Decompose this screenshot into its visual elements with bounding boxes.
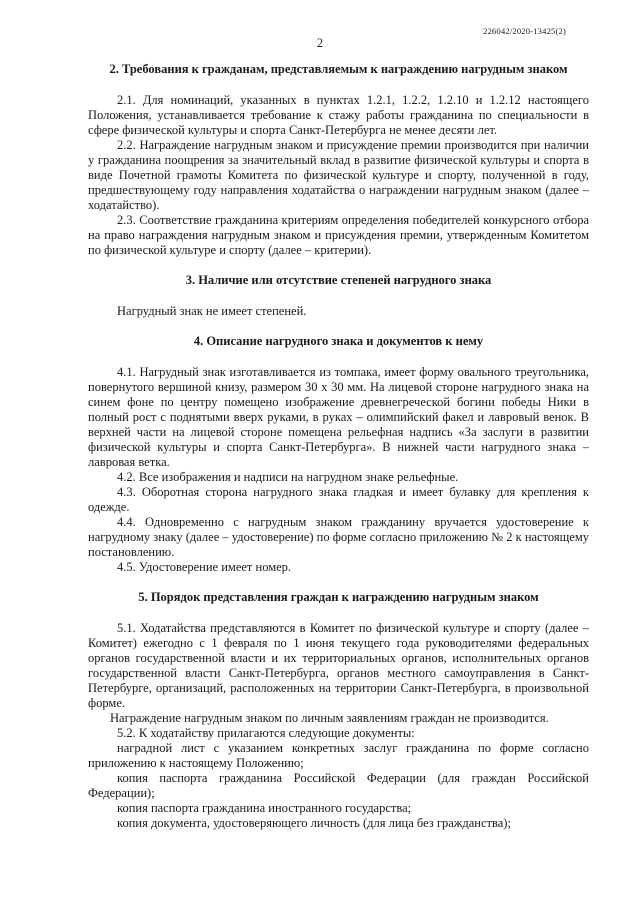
- paragraph-5-2-item-3: копия паспорта гражданина иностранного государства;: [117, 801, 412, 815]
- section-2-title: 2. Требования к гражданам, представляемым к награждению нагрудным знаком: [109, 62, 568, 76]
- paragraph-4-4: 4.4. Одновременно с нагрудным знаком гражданину вручается удостоверение к нагрудному знаку (далее – удостоверение) по форме согласно приложению № 2 к настоящему постановлению.: [88, 515, 589, 559]
- paragraph-4-5: 4.5. Удостоверение имеет номер.: [117, 560, 292, 574]
- section-4-title: 4. Описание нагрудного знака и документов к нему: [193, 334, 484, 348]
- paragraph-4-1: 4.1. Нагрудный знак изготавливается из томпака, имеет форму овального треугольника, повернутого вершиной книзу, размером 30 х 30 мм. На лицевой стороне нагрудного знака на синем фоне по центру помещено изображение древнегреческой богини победы Ники в полный рост с поднятыми вверх руками, в руках – олимпийский факел и лавровый венок. В верхней части на лицевой стороне помещена рельефная надпись «За заслуги в развитии физической культуры и спорта Санкт-Петербурга». В нижней части нагрудного знака – лавровая ветка.: [88, 365, 589, 469]
- paragraph-2-1: 2.1. Для номинаций, указанных в пунктах 1.2.1, 1.2.2, 1.2.10 и 1.2.12 настоящего Положения, устанавливается требование к стажу работы гражданина по специальности в сфере физической культуры и спорта Санкт-Петербурга не менее десяти лет.: [88, 93, 589, 137]
- paragraph-5-1: 5.1. Ходатайства представляются в Комитет по физической культуре и спорту (далее – Комитет) ежегодно с 1 февраля по 1 июня текущего года руководителями федеральных органов государственной власти и их территориальных органов, исполнительных органов государственной власти Санкт-Петербурга, органов местного самоуправления в Санкт-Петербурге, организаций, расположенных на территории Санкт-Петербурга, в произвольной форме.: [88, 621, 589, 710]
- paragraph-5-2: 5.2. К ходатайству прилагаются следующие документы:: [117, 726, 415, 740]
- paragraph-4-3: 4.3. Оборотная сторона нагрудного знака гладкая и имеет булавку для крепления к одежде.: [88, 485, 589, 514]
- section-5-title: 5. Порядок представления граждан к награждению нагрудным знаком: [138, 590, 539, 604]
- paragraph-5-2-item-2: копия паспорта гражданина Российской Федерации (для граждан Российской Федерации);: [88, 771, 589, 800]
- paragraph-2-3: 2.3. Соответствие гражданина критериям определения победителей конкурсного отбора на право награждения нагрудным знаком и присуждения премии, утвержденным Комитетом по физической культуре и спорту (далее – критерии).: [88, 213, 589, 257]
- paragraph-5-1-note: Награждение нагрудным знаком по личным заявлениям граждан не производится.: [110, 711, 549, 725]
- document-body: [88, 62, 589, 831]
- page-number: 2: [316, 36, 324, 50]
- paragraph-3-1: Нагрудный знак не имеет степеней.: [117, 304, 307, 318]
- paragraph-5-2-item-1: наградной лист с указанием конкретных заслуг гражданина по форме согласно приложению к настоящему Положению;: [88, 741, 589, 770]
- paragraph-5-2-item-4: копия документа, удостоверяющего личность (для лица без гражданства);: [117, 816, 511, 830]
- paragraph-2-2: 2.2. Награждение нагрудным знаком и присуждение премии производится при наличии у гражданина поощрения за значительный вклад в развитие физической культуры и спорта в виде Почетной грамоты Комитета по физической культуре и спорту, полученной в году, предшествующему году направления ходатайства о награждении нагрудным знаком (далее – ходатайство).: [88, 138, 589, 212]
- document-id: 226042/2020-13425(2): [483, 26, 566, 36]
- section-3-title: 3. Наличие или отсутствие степеней нагрудного знака: [185, 273, 492, 287]
- paragraph-4-2: 4.2. Все изображения и надписи на нагрудном знаке рельефные.: [117, 470, 459, 484]
